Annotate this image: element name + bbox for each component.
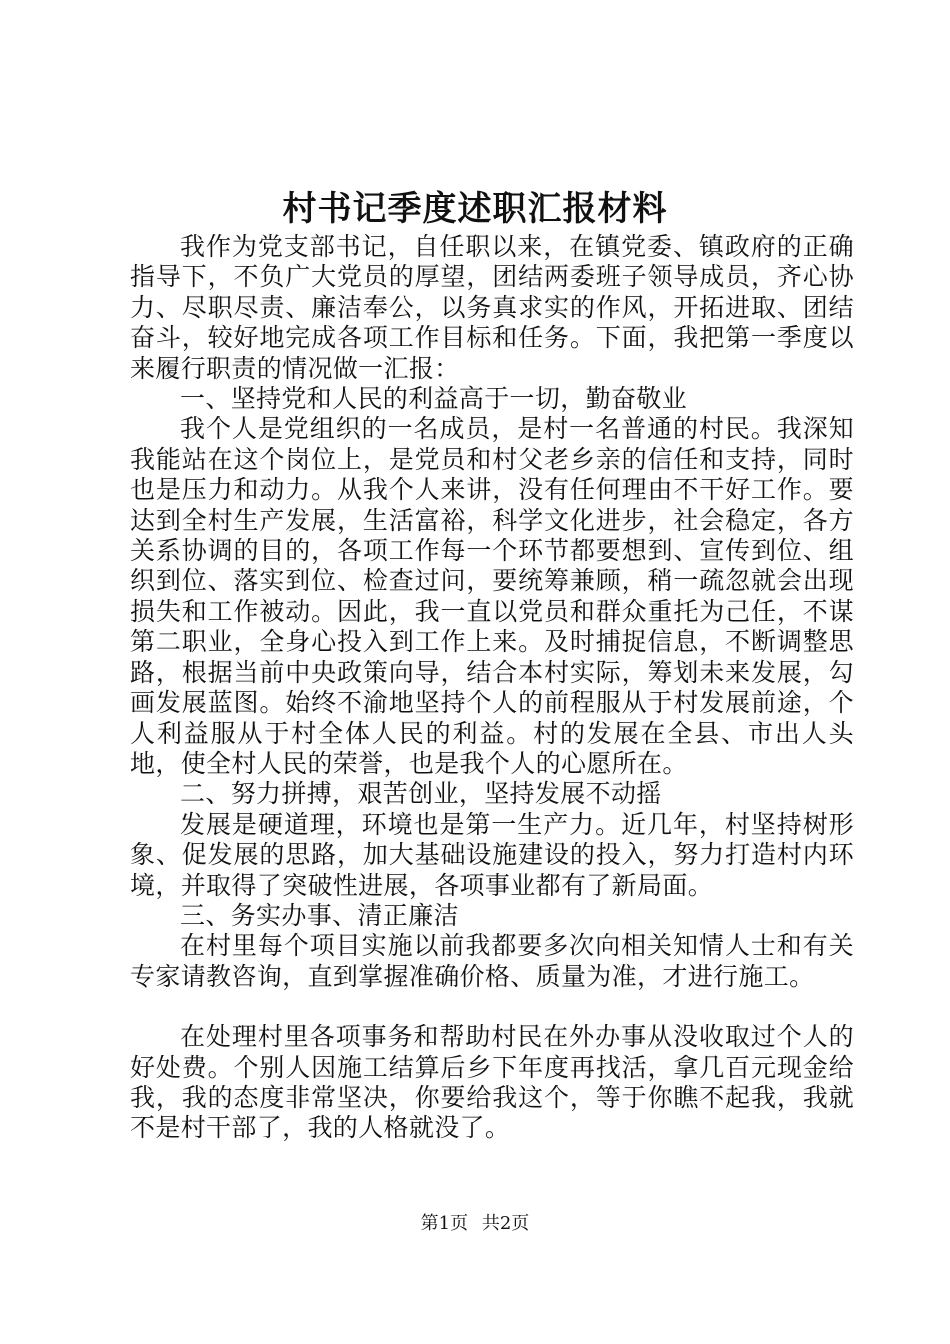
- page-number: 第1页: [420, 1213, 469, 1234]
- paragraph-gap: [130, 992, 854, 1022]
- section-1-heading: 一、坚持党和人民的利益高于一切，勤奋敬业: [180, 384, 688, 414]
- page-total: 共2页: [481, 1213, 530, 1234]
- section-3-paragraph-1: 在村里每个项目实施以前我都要多次向相关知情人士和有关专家请教咨询，直到掌握准确价格、质量为准，才进行施工。: [130, 931, 854, 991]
- section-2-paragraph-1: 发展是硬道理，环境也是第一生产力。近几年，村坚持树形象、促发展的思路，加大基础设施建设的投入，努力打造村内环境，并取得了突破性进展，各项事业都有了新局面。: [130, 809, 854, 900]
- page-footer: [0, 1212, 950, 1236]
- intro-paragraph: 我作为党支部书记，自任职以来，在镇党委、镇政府的正确指导下，不负广大党员的厚望，团结两委班子领导成员，齐心协力、尽职尽责、廉洁奉公，以务真求实的作风，开拓进取、团结奋斗，较好地完成各项工作目标和任务。下面，我把第一季度以来履行职责的情况做一汇报：: [130, 232, 854, 383]
- section-3-heading: 三、务实办事、清正廉洁: [180, 900, 459, 930]
- page-title: 村书记季度述职汇报材料: [282, 189, 668, 229]
- section-2-heading: 二、努力拼搏，艰苦创业，坚持发展不动摇: [180, 779, 662, 809]
- document-body: [130, 232, 854, 1144]
- section-3-paragraph-2: 在处理村里各项事务和帮助村民在外办事从没收取过个人的好处费。个别人因施工结算后乡下年度再找活，拿几百元现金给我，我的态度非常坚决，你要给我这个，等于你瞧不起我，我就不是村干部了，我的人格就没了。: [130, 1022, 854, 1143]
- section-1-paragraph-1: 我个人是党组织的一名成员，是村一名普通的村民。我深知我能站在这个岗位上，是党员和村父老乡亲的信任和支持，同时也是压力和动力。从我个人来讲，没有任何理由不干好工作。要达到全村生产发展，生活富裕，科学文化进步，社会稳定，各方关系协调的目的，各项工作每一个环节都要想到、宣传到位、组织到位、落实到位、检查过问，要统筹兼顾，稍一疏忽就会出现损失和工作被动。因此，我一直以党员和群众重托为己任，不谋第二职业，全身心投入到工作上来。及时捕捉信息，不断调整思路，根据当前中央政策向导，结合本村实际，筹划未来发展，勾画发展蓝图。始终不渝地坚持个人的前程服从于村发展前途，个人利益服从于村全体人民的利益。村的发展在全县、市出人头地，使全村人民的荣誉，也是我个人的心愿所在。: [130, 414, 854, 778]
